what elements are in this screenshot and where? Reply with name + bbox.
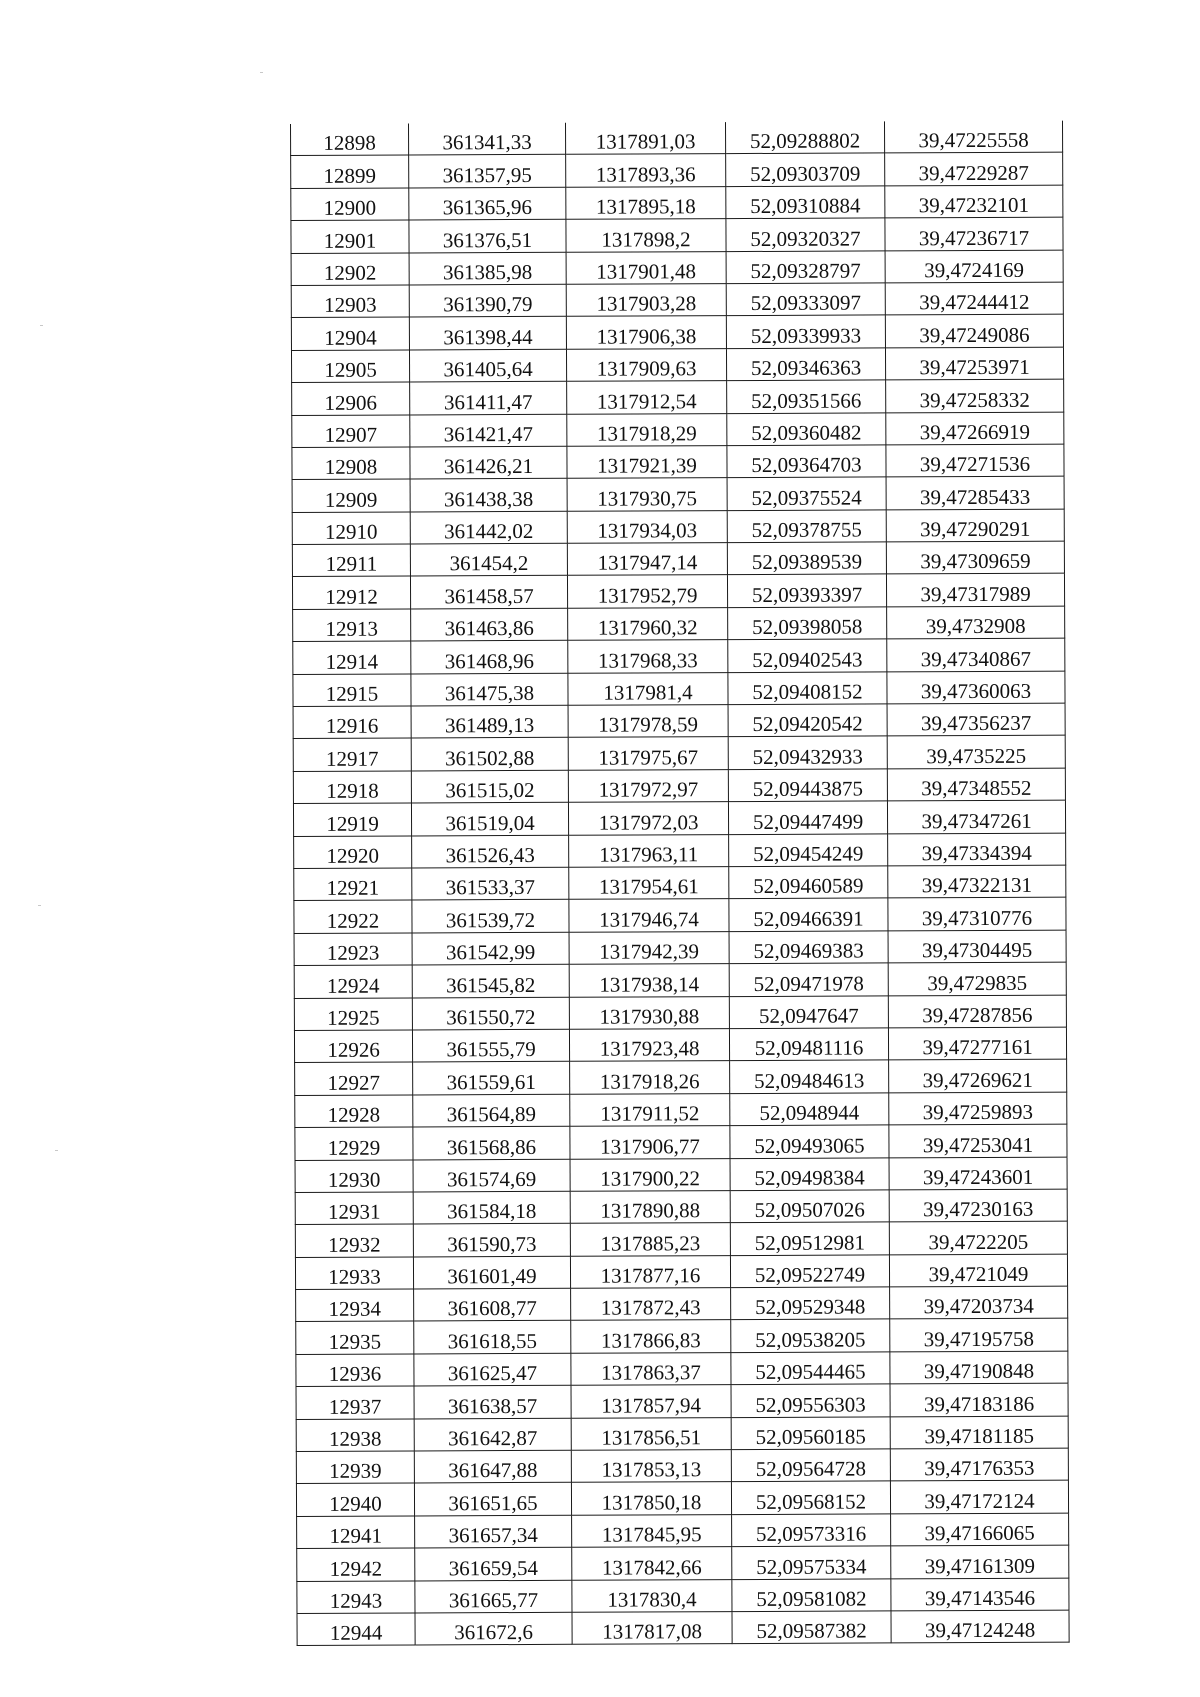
longitude-cell: 39,47195758	[890, 1319, 1068, 1352]
latitude-cell: 52,09469383	[729, 931, 888, 964]
y-coordinate-cell: 1317930,88	[569, 996, 729, 1029]
latitude-cell: 52,0948944	[730, 1093, 889, 1126]
longitude-cell: 39,47269621	[889, 1059, 1067, 1092]
y-coordinate-cell: 1317866,83	[571, 1320, 731, 1353]
x-coordinate-cell: 361526,43	[412, 835, 569, 868]
longitude-cell: 39,47229287	[885, 153, 1063, 186]
table-row	[297, 1513, 1069, 1549]
table-row	[296, 1286, 1068, 1322]
y-coordinate-cell: 1317853,13	[571, 1450, 731, 1483]
latitude-cell: 52,09544465	[731, 1352, 890, 1385]
point-number-cell: 12916	[293, 706, 411, 739]
point-number-cell: 12919	[293, 803, 411, 836]
table-row	[296, 1481, 1068, 1517]
table-row	[296, 1416, 1068, 1452]
x-coordinate-cell: 361442,02	[410, 511, 567, 544]
longitude-cell: 39,4724169	[885, 250, 1063, 283]
y-coordinate-cell: 1317856,51	[571, 1417, 731, 1450]
table-row	[291, 282, 1063, 318]
longitude-cell: 39,47348552	[887, 768, 1065, 801]
table-row	[297, 1545, 1069, 1581]
table-row	[295, 1254, 1067, 1290]
latitude-cell: 52,09351566	[727, 380, 886, 413]
point-number-cell: 12904	[291, 317, 409, 350]
point-number-cell: 12908	[292, 447, 410, 480]
y-coordinate-cell: 1317900,22	[570, 1158, 730, 1191]
table-row	[293, 736, 1065, 772]
x-coordinate-cell: 361659,54	[415, 1547, 572, 1580]
y-coordinate-cell: 1317903,28	[566, 284, 726, 317]
x-coordinate-cell: 361390,79	[409, 284, 566, 317]
latitude-cell: 52,09360482	[727, 412, 886, 445]
table-row	[295, 1092, 1067, 1128]
y-coordinate-cell: 1317923,48	[569, 1029, 729, 1062]
latitude-cell: 52,09466391	[729, 898, 888, 931]
y-coordinate-cell: 1317934,03	[567, 510, 727, 543]
point-number-cell: 12942	[297, 1548, 415, 1581]
point-number-cell: 12923	[294, 933, 412, 966]
x-coordinate-cell: 361601,49	[413, 1256, 570, 1289]
longitude-cell: 39,47243601	[889, 1157, 1067, 1190]
point-number-cell: 12929	[295, 1127, 413, 1160]
table-row	[291, 217, 1063, 253]
point-number-cell: 12944	[297, 1613, 415, 1646]
longitude-cell: 39,47181185	[890, 1416, 1068, 1449]
point-number-cell: 12932	[295, 1224, 413, 1257]
longitude-cell: 39,47225558	[884, 121, 1062, 154]
y-coordinate-cell: 1317918,26	[570, 1061, 730, 1094]
point-number-cell: 12901	[291, 220, 409, 253]
x-coordinate-cell: 361438,38	[410, 479, 567, 512]
latitude-cell: 52,09556303	[731, 1384, 890, 1417]
point-number-cell: 12936	[296, 1354, 414, 1387]
latitude-cell: 52,09573316	[732, 1514, 891, 1547]
longitude-cell: 39,47310776	[888, 897, 1066, 930]
latitude-cell: 52,09402543	[728, 639, 887, 672]
x-coordinate-cell: 361545,82	[412, 964, 569, 997]
latitude-cell: 52,09564728	[731, 1449, 890, 1482]
x-coordinate-cell: 361398,44	[409, 317, 566, 350]
y-coordinate-cell: 1317817,08	[572, 1612, 732, 1645]
latitude-cell: 52,09339933	[726, 315, 885, 348]
y-coordinate-cell: 1317972,97	[568, 769, 728, 802]
y-coordinate-cell: 1317845,95	[572, 1514, 732, 1547]
point-number-cell: 12933	[295, 1257, 413, 1290]
table-row	[292, 412, 1064, 448]
latitude-cell: 52,09333097	[726, 283, 885, 316]
table-row	[291, 314, 1063, 350]
table-row	[295, 1157, 1067, 1193]
point-number-cell: 12902	[291, 253, 409, 286]
y-coordinate-cell: 1317901,48	[566, 251, 726, 284]
longitude-cell: 39,47271536	[886, 444, 1064, 477]
y-coordinate-cell: 1317954,61	[569, 867, 729, 900]
longitude-cell: 39,47166065	[891, 1513, 1069, 1546]
x-coordinate-cell: 361574,69	[413, 1159, 570, 1192]
point-number-cell: 12915	[293, 674, 411, 707]
latitude-cell: 52,09420542	[728, 704, 887, 737]
y-coordinate-cell: 1317863,37	[571, 1352, 731, 1385]
longitude-cell: 39,47244412	[885, 282, 1063, 315]
table-row	[295, 1059, 1067, 1095]
point-number-cell: 12940	[296, 1483, 414, 1516]
longitude-cell: 39,4735225	[887, 736, 1065, 769]
x-coordinate-cell: 361454,2	[410, 543, 567, 576]
y-coordinate-cell: 1317850,18	[571, 1482, 731, 1515]
longitude-cell: 39,47259893	[889, 1092, 1067, 1125]
point-number-cell: 12925	[294, 998, 412, 1031]
latitude-cell: 52,09375524	[727, 477, 886, 510]
scan-speck	[40, 325, 43, 326]
table-row	[297, 1578, 1069, 1614]
longitude-cell: 39,47172124	[890, 1481, 1068, 1514]
point-number-cell: 12906	[292, 382, 410, 415]
x-coordinate-cell: 361550,72	[412, 997, 569, 1030]
table-row	[294, 995, 1066, 1031]
table-row	[295, 1221, 1067, 1257]
y-coordinate-cell: 1317972,03	[568, 802, 728, 835]
x-coordinate-cell: 361365,96	[409, 187, 566, 220]
point-number-cell: 12937	[296, 1386, 414, 1419]
longitude-cell: 39,47290291	[886, 509, 1064, 542]
y-coordinate-cell: 1317942,39	[569, 931, 729, 964]
x-coordinate-cell: 361489,13	[411, 705, 568, 738]
latitude-cell: 52,09460589	[729, 866, 888, 899]
table-row	[293, 768, 1065, 804]
point-number-cell: 12917	[293, 738, 411, 771]
x-coordinate-cell: 361590,73	[413, 1224, 570, 1257]
x-coordinate-cell: 361542,99	[412, 932, 569, 965]
latitude-cell: 52,09481116	[729, 1028, 888, 1061]
point-number-cell: 12924	[294, 965, 412, 998]
point-number-cell: 12905	[291, 350, 409, 383]
latitude-cell: 52,09447499	[728, 801, 887, 834]
table-row	[293, 800, 1065, 836]
y-coordinate-cell: 1317842,66	[572, 1547, 732, 1580]
x-coordinate-cell: 361515,02	[411, 770, 568, 803]
table-row	[292, 541, 1064, 577]
coordinates-table	[290, 121, 1070, 1647]
latitude-cell: 52,09484613	[730, 1060, 889, 1093]
point-number-cell: 12927	[295, 1062, 413, 1095]
latitude-cell: 52,09493065	[730, 1125, 889, 1158]
latitude-cell: 52,09471978	[729, 963, 888, 996]
table-row	[297, 1610, 1069, 1646]
longitude-cell: 39,47356237	[887, 703, 1065, 736]
latitude-cell: 52,09498384	[730, 1157, 889, 1190]
table-row	[293, 703, 1065, 739]
point-number-cell: 12930	[295, 1159, 413, 1192]
latitude-cell: 52,09389539	[727, 542, 886, 575]
x-coordinate-cell: 361555,79	[412, 1029, 569, 1062]
x-coordinate-cell: 361519,04	[411, 802, 568, 835]
longitude-cell: 39,47249086	[885, 314, 1063, 347]
longitude-cell: 39,47287856	[888, 995, 1066, 1028]
y-coordinate-cell: 1317947,14	[567, 543, 727, 576]
x-coordinate-cell: 361475,38	[411, 673, 568, 706]
table-row	[292, 476, 1064, 512]
x-coordinate-cell: 361568,86	[413, 1126, 570, 1159]
point-number-cell: 12921	[294, 868, 412, 901]
table-row	[293, 606, 1065, 642]
latitude-cell: 52,09303709	[726, 153, 885, 186]
y-coordinate-cell: 1317885,23	[570, 1223, 730, 1256]
y-coordinate-cell: 1317906,77	[570, 1126, 730, 1159]
x-coordinate-cell: 361539,72	[412, 900, 569, 933]
table-row	[295, 1189, 1067, 1225]
y-coordinate-cell: 1317895,18	[566, 186, 726, 219]
x-coordinate-cell: 361672,6	[415, 1612, 572, 1645]
latitude-cell: 52,09320327	[726, 218, 885, 251]
longitude-cell: 39,47161309	[891, 1545, 1069, 1578]
longitude-cell: 39,47143546	[891, 1578, 1069, 1611]
longitude-cell: 39,47360063	[887, 671, 1065, 704]
latitude-cell: 52,0947647	[729, 995, 888, 1028]
y-coordinate-cell: 1317921,39	[567, 446, 727, 479]
longitude-cell: 39,47230163	[889, 1189, 1067, 1222]
latitude-cell: 52,09432933	[728, 736, 887, 769]
y-coordinate-cell: 1317890,88	[570, 1190, 730, 1223]
x-coordinate-cell: 361385,98	[409, 252, 566, 285]
longitude-cell: 39,47317989	[886, 574, 1064, 607]
y-coordinate-cell: 1317891,03	[565, 122, 725, 155]
longitude-cell: 39,47322131	[888, 865, 1066, 898]
x-coordinate-cell: 361564,89	[413, 1094, 570, 1127]
table-row	[292, 379, 1064, 415]
table-row	[294, 833, 1066, 869]
latitude-cell: 52,09288802	[725, 121, 884, 154]
y-coordinate-cell: 1317830,4	[572, 1579, 732, 1612]
latitude-cell: 52,09581082	[732, 1578, 891, 1611]
table-row	[294, 930, 1066, 966]
point-number-cell: 12898	[291, 123, 409, 155]
y-coordinate-cell: 1317906,38	[566, 316, 726, 349]
point-number-cell: 12934	[296, 1289, 414, 1322]
latitude-cell: 52,09393397	[727, 574, 886, 607]
latitude-cell: 52,09310884	[726, 186, 885, 219]
point-number-cell: 12939	[296, 1451, 414, 1484]
longitude-cell: 39,47334394	[888, 833, 1066, 866]
y-coordinate-cell: 1317909,63	[566, 348, 726, 381]
x-coordinate-cell: 361357,95	[409, 155, 566, 188]
latitude-cell: 52,09346363	[726, 348, 885, 381]
table-row	[296, 1351, 1068, 1387]
y-coordinate-cell: 1317960,32	[568, 607, 728, 640]
table-row	[293, 671, 1065, 707]
latitude-cell: 52,09575334	[732, 1546, 891, 1579]
y-coordinate-cell: 1317978,59	[568, 705, 728, 738]
x-coordinate-cell: 361618,55	[414, 1321, 571, 1354]
x-coordinate-cell: 361584,18	[413, 1191, 570, 1224]
longitude-cell: 39,47309659	[886, 541, 1064, 574]
point-number-cell: 12926	[294, 1030, 412, 1063]
latitude-cell: 52,09529348	[731, 1287, 890, 1320]
table-row	[291, 250, 1063, 286]
longitude-cell: 39,47347261	[887, 800, 1065, 833]
table-row	[294, 897, 1066, 933]
point-number-cell: 12909	[292, 479, 410, 512]
longitude-cell: 39,4722205	[889, 1221, 1067, 1254]
table-row	[291, 153, 1063, 189]
x-coordinate-cell: 361426,21	[410, 446, 567, 479]
latitude-cell: 52,09408152	[728, 672, 887, 705]
table-row	[295, 1124, 1067, 1160]
point-number-cell: 12900	[291, 188, 409, 221]
y-coordinate-cell: 1317963,11	[569, 834, 729, 867]
table-row	[291, 185, 1063, 221]
y-coordinate-cell: 1317981,4	[568, 672, 728, 705]
scan-speck	[38, 905, 41, 906]
latitude-cell: 52,09454249	[729, 833, 888, 866]
x-coordinate-cell: 361651,65	[414, 1483, 571, 1516]
y-coordinate-cell: 1317877,16	[570, 1255, 730, 1288]
x-coordinate-cell: 361642,87	[414, 1418, 571, 1451]
latitude-cell: 52,09443875	[728, 769, 887, 802]
point-number-cell: 12931	[295, 1192, 413, 1225]
point-number-cell: 12938	[296, 1419, 414, 1452]
longitude-cell: 39,47183186	[890, 1383, 1068, 1416]
table-row	[294, 865, 1066, 901]
point-number-cell: 12943	[297, 1581, 415, 1614]
point-number-cell: 12907	[292, 414, 410, 447]
longitude-cell: 39,47124248	[891, 1610, 1069, 1643]
x-coordinate-cell: 361502,88	[411, 738, 568, 771]
longitude-cell: 39,47190848	[890, 1351, 1068, 1384]
longitude-cell: 39,47176353	[890, 1448, 1068, 1481]
latitude-cell: 52,09568152	[731, 1481, 890, 1514]
point-number-cell: 12912	[292, 576, 410, 609]
table-row	[296, 1319, 1068, 1355]
latitude-cell: 52,09378755	[727, 510, 886, 543]
x-coordinate-cell: 361559,61	[413, 1062, 570, 1095]
y-coordinate-cell: 1317918,29	[567, 413, 727, 446]
x-coordinate-cell: 361341,33	[408, 123, 565, 156]
point-number-cell: 12935	[296, 1321, 414, 1354]
scan-speck	[55, 1150, 58, 1151]
point-number-cell: 12910	[292, 512, 410, 545]
latitude-cell: 52,09398058	[728, 607, 887, 640]
latitude-cell: 52,09560185	[731, 1417, 890, 1450]
table-row	[296, 1383, 1068, 1419]
table-row	[291, 121, 1063, 156]
table-row	[292, 509, 1064, 545]
longitude-cell: 39,47232101	[885, 185, 1063, 218]
point-number-cell: 12918	[293, 771, 411, 804]
latitude-cell: 52,09538205	[731, 1319, 890, 1352]
table-row	[292, 574, 1064, 610]
longitude-cell: 39,47253971	[885, 347, 1063, 380]
longitude-cell: 39,47285433	[886, 476, 1064, 509]
table-row	[291, 347, 1063, 383]
latitude-cell: 52,09522749	[730, 1255, 889, 1288]
point-number-cell: 12911	[292, 544, 410, 577]
y-coordinate-cell: 1317912,54	[567, 381, 727, 414]
x-coordinate-cell: 361608,77	[414, 1288, 571, 1321]
longitude-cell: 39,4732908	[887, 606, 1065, 639]
x-coordinate-cell: 361647,88	[414, 1450, 571, 1483]
table-row	[294, 1027, 1066, 1063]
y-coordinate-cell: 1317872,43	[571, 1288, 731, 1321]
longitude-cell: 39,47236717	[885, 217, 1063, 250]
x-coordinate-cell: 361376,51	[409, 219, 566, 252]
y-coordinate-cell: 1317946,74	[569, 899, 729, 932]
point-number-cell: 12913	[293, 609, 411, 642]
latitude-cell: 52,09587382	[732, 1611, 891, 1644]
x-coordinate-cell: 361411,47	[410, 381, 567, 414]
y-coordinate-cell: 1317893,36	[566, 154, 726, 187]
point-number-cell: 12928	[295, 1095, 413, 1128]
x-coordinate-cell: 361468,96	[411, 641, 568, 674]
longitude-cell: 39,47304495	[888, 930, 1066, 963]
point-number-cell: 12941	[297, 1516, 415, 1549]
longitude-cell: 39,47277161	[888, 1027, 1066, 1060]
longitude-cell: 39,47203734	[890, 1286, 1068, 1319]
coordinates-table-body	[291, 121, 1070, 1646]
longitude-cell: 39,47266919	[886, 412, 1064, 445]
longitude-cell: 39,4721049	[889, 1254, 1067, 1287]
x-coordinate-cell: 361625,47	[414, 1353, 571, 1386]
x-coordinate-cell: 361405,64	[409, 349, 566, 382]
table-row	[292, 444, 1064, 480]
x-coordinate-cell: 361638,57	[414, 1386, 571, 1419]
table-row	[294, 962, 1066, 998]
point-number-cell: 12903	[291, 285, 409, 318]
point-number-cell: 12920	[294, 836, 412, 869]
y-coordinate-cell: 1317898,2	[566, 219, 726, 252]
point-number-cell: 12899	[291, 155, 409, 188]
y-coordinate-cell: 1317968,33	[568, 640, 728, 673]
x-coordinate-cell: 361657,34	[415, 1515, 572, 1548]
y-coordinate-cell: 1317975,67	[568, 737, 728, 770]
y-coordinate-cell: 1317911,52	[570, 1093, 730, 1126]
point-number-cell: 12922	[294, 900, 412, 933]
x-coordinate-cell: 361533,37	[412, 867, 569, 900]
y-coordinate-cell: 1317938,14	[569, 964, 729, 997]
table-row	[293, 638, 1065, 674]
latitude-cell: 52,09507026	[730, 1190, 889, 1223]
y-coordinate-cell: 1317952,79	[567, 575, 727, 608]
y-coordinate-cell: 1317930,75	[567, 478, 727, 511]
point-number-cell: 12914	[293, 641, 411, 674]
x-coordinate-cell: 361463,86	[411, 608, 568, 641]
scan-speck	[260, 72, 263, 73]
table-row	[296, 1448, 1068, 1484]
x-coordinate-cell: 361458,57	[410, 576, 567, 609]
latitude-cell: 52,09328797	[726, 250, 885, 283]
latitude-cell: 52,09364703	[727, 445, 886, 478]
longitude-cell: 39,47253041	[889, 1124, 1067, 1157]
x-coordinate-cell: 361665,77	[415, 1580, 572, 1613]
latitude-cell: 52,09512981	[730, 1222, 889, 1255]
longitude-cell: 39,4729835	[888, 962, 1066, 995]
y-coordinate-cell: 1317857,94	[571, 1385, 731, 1418]
longitude-cell: 39,47258332	[886, 379, 1064, 412]
x-coordinate-cell: 361421,47	[410, 414, 567, 447]
longitude-cell: 39,47340867	[887, 638, 1065, 671]
